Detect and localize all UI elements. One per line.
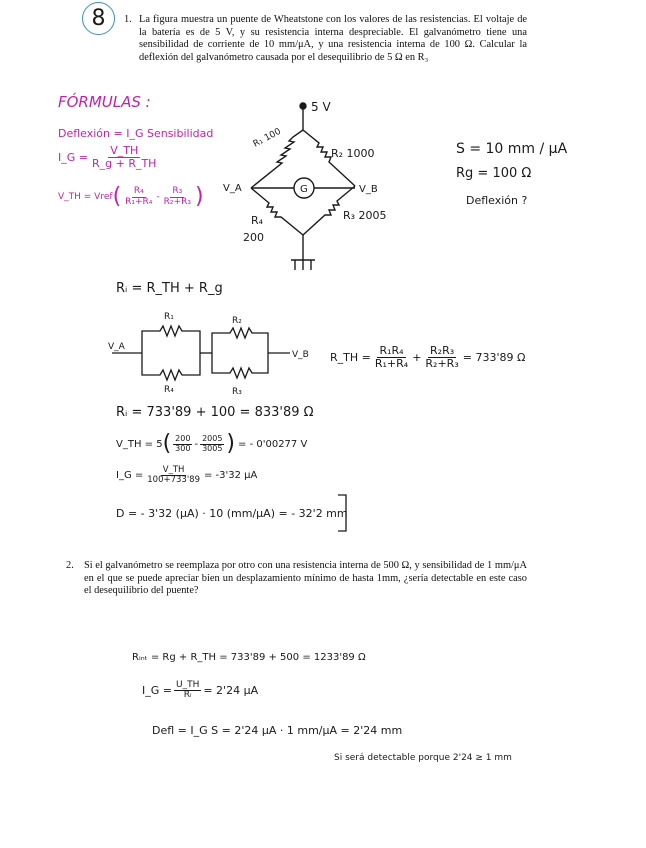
- question-2-text: Si el galvanómetro se reemplaza por otro con una resistencia interna de 500 Ω, y sensibilidad de 1 mm/μA en el que se puede apreciar bien un desplazamiento mínimo de hasta 1mm, ¿sería detectable en este caso el desequilibrio del puente?: [84, 560, 527, 597]
- bridge-vb-label: V_B: [359, 184, 378, 195]
- calc-vth-left: V_TH = 5: [116, 438, 163, 450]
- rth-fraction-1: [373, 345, 410, 369]
- formula-vth-f2-den: R₂+R₃: [163, 196, 191, 207]
- calc-vth-f2-den: 3005: [202, 443, 223, 453]
- calc-vth-f1-den: 300: [175, 443, 191, 453]
- formula-vth-fraction-2: [162, 187, 193, 207]
- problem-number: 8: [91, 6, 106, 31]
- bridge-supply-label: 5 V: [311, 100, 331, 114]
- formula-deflection: Deflexión = I_G Sensibilidad: [58, 127, 214, 140]
- bridge-r3-label: R₃ 2005: [343, 209, 387, 222]
- given-question: Deflexión ?: [466, 194, 528, 207]
- rth-f2-den: R₂+R₃: [425, 356, 459, 370]
- question-1-text: La figura muestra un puente de Wheatstone con los valores de las resistencias. El voltaje de la batería es de 5 V, y su resistencia interna despreciable. El galvanómetro tiene una sensibilidad de corriente de 10 mm/μA, y una resistencia interna de 100 Ω. Calcular la deflexión del galvanómetro causada por el desequilibrio de 5 Ω en R₃: [139, 14, 527, 63]
- problem-number-circle: [82, 2, 115, 35]
- answer2-ig-den: Rᵢ: [183, 690, 192, 701]
- formula-ig: [58, 145, 160, 169]
- rth-plus: +: [412, 350, 422, 364]
- answer2-ig-num: U_TH: [175, 680, 200, 690]
- rth-f1-num: R₁R₄: [379, 344, 404, 357]
- question-2-number: 2.: [66, 560, 74, 571]
- formula-ig-denominator: R_g + R_TH: [91, 156, 157, 170]
- formula-vth: [58, 186, 204, 208]
- calc-ig-den: 100+733'89: [147, 474, 200, 485]
- calc-ig: [116, 466, 257, 485]
- formula-ig-numerator: V_TH: [110, 144, 139, 157]
- formula-vth-paren: ( $\frac{\text{R₄}}{\text{R₁+R₄}}$ - $\frac{\text{R₃}}{\text{R₂+R₃}}$ ): [112, 184, 204, 209]
- equiv-va: V_A: [108, 342, 125, 352]
- calc-ig-num: V_TH: [162, 465, 185, 475]
- bridge-galv-label: G: [300, 184, 308, 195]
- given-rg: Rg = 100 Ω: [456, 166, 532, 181]
- answer2-ig: [142, 681, 258, 701]
- rth-fraction-2: [423, 345, 460, 369]
- bridge-r4-value: 200: [243, 231, 264, 244]
- formula-vth-f1-num: R₄: [133, 186, 144, 197]
- answer-bracket: [336, 493, 350, 533]
- calc-vth-minus: -: [194, 438, 199, 450]
- rth-formula: [330, 345, 525, 369]
- answer2-rint: Rᵢₙₜ = Rg + R_TH = 733'89 + 500 = 1233'89 Ω: [132, 652, 366, 663]
- formula-vth-f1-den: R₁+R₄: [125, 196, 153, 207]
- rth-left: R_TH =: [330, 350, 371, 364]
- equiv-vb: V_B: [292, 350, 309, 360]
- formula-ig-fraction: [90, 145, 158, 169]
- bridge-r1-label: R₁ 100: [251, 126, 283, 150]
- equivalent-circuit-diagram: [108, 305, 323, 400]
- equiv-r1: R₁: [164, 312, 174, 322]
- calc-ig-left: I_G =: [116, 469, 144, 481]
- equiv-r2: R₂: [232, 316, 242, 326]
- rth-f2-num: R₂R₃: [430, 344, 455, 357]
- r4-resistor: [251, 188, 303, 235]
- formula-ig-left: I_G =: [58, 150, 88, 164]
- calc-ri: Rᵢ = 733'89 + 100 = 833'89 Ω: [116, 405, 314, 420]
- equiv-r3: R₃: [232, 387, 242, 397]
- answer2-ig-left: I_G =: [142, 684, 172, 698]
- wheatstone-bridge-diagram: [215, 95, 430, 280]
- answer2-ig-result: = 2'24 μA: [203, 684, 259, 698]
- rth-f1-den: R₁+R₄: [374, 356, 409, 370]
- calc-vth-fraction-1: [173, 435, 192, 453]
- formula-vth-fraction-1: [123, 187, 154, 207]
- answer2-ig-fraction: [174, 681, 201, 701]
- rth-result: = 733'89 Ω: [462, 350, 526, 364]
- calc-vth-result: = - 0'00277 V: [238, 438, 308, 450]
- formula-vth-f2-num: R₃: [172, 186, 183, 197]
- bridge-r2-label: R₂ 1000: [331, 147, 375, 160]
- calc-vth: [116, 433, 307, 455]
- calc-vth-f2-num: 2005: [202, 434, 223, 444]
- answer2-conclusion: Si será detectable porque 2'24 ≥ 1 mm: [334, 753, 512, 763]
- question-1-number: 1.: [124, 14, 132, 25]
- calc-ig-result: = -3'32 μA: [204, 469, 258, 481]
- calc-vth-fraction-2: [200, 435, 224, 453]
- calc-vth-paren: ( $\frac{200}{300}$ - $\frac{2005}{3005}$ ): [162, 431, 236, 456]
- bridge-r4-label: R₄: [251, 214, 264, 227]
- calc-vth-f1-num: 200: [175, 434, 191, 444]
- bridge-va-label: V_A: [223, 183, 242, 194]
- answer2-deflection: Defl = I_G S = 2'24 μA · 1 mm/μA = 2'24 mm: [152, 724, 403, 737]
- calc-ig-fraction: [145, 466, 202, 485]
- formula-vth-minus: -: [156, 192, 160, 202]
- formulas-title: FÓRMULAS :: [58, 93, 151, 111]
- calc-deflection: D = - 3'32 (μA) · 10 (mm/μA) = - 32'2 mm: [116, 507, 348, 520]
- equiv-r4: R₄: [164, 385, 174, 395]
- formula-vth-left: V_TH = Vref: [58, 192, 113, 202]
- given-sensitivity: S = 10 mm / μA: [456, 141, 568, 157]
- ri-definition: Rᵢ = R_TH + R_g: [116, 281, 223, 296]
